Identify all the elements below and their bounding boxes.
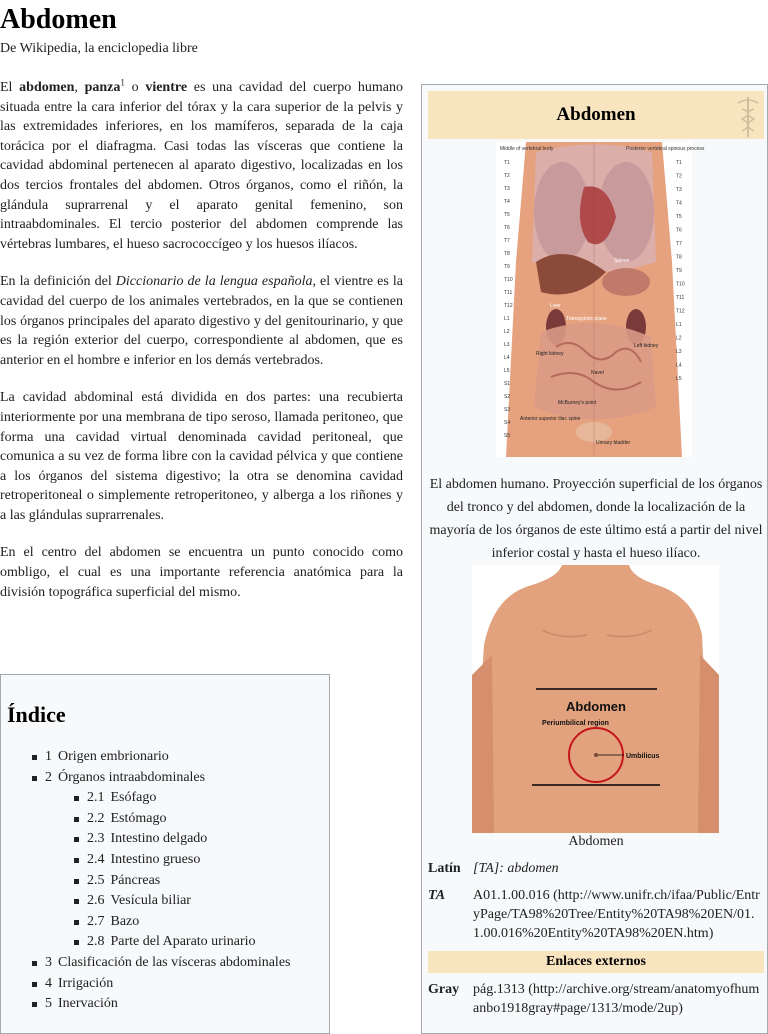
text-span: El — [0, 80, 20, 95]
vertebra-label-right: T2 — [676, 173, 682, 180]
toc-label: Vesícula biliar — [110, 893, 191, 909]
toc-subitem[interactable] — [7, 829, 323, 850]
vertebra-label-right: T9 — [676, 268, 682, 274]
toc-label: Intestino grueso — [110, 851, 201, 867]
ta-link[interactable]: A01.1.00.016 (http://www.unifr.ch/ifaa/Public/EntryPage/TA98%20Tree/Entity%20TA98%20EN/01.1.00.016%20Entity%20TA98%20EN.htm) — [473, 888, 760, 941]
label-umbilicus: Umbilicus — [626, 753, 660, 760]
label-periumbilical: Periumbilical region — [542, 720, 609, 727]
toc-item[interactable] — [7, 768, 323, 789]
row-label: Latín — [428, 861, 461, 876]
vertebra-label-right: T12 — [676, 308, 685, 315]
toc-label: Irrigación — [58, 975, 114, 991]
toc-label: Origen embrionario — [58, 749, 169, 764]
toc-number: 2.2 — [87, 810, 105, 826]
vertebra-label-left: L4 — [504, 355, 510, 361]
text-span: , el vientre es la cavidad del cuerpo de los animales vertebrados, en la que se contienen los órganos principales del aparato digestivo y del genitourinario, y que es la región exterior del cuerpo, correspondiente al abdomen, que es anterior en el hombre e inferior en los demás vertebrados. — [0, 274, 403, 368]
text-span: o — [124, 80, 146, 95]
label-navel: Navel — [591, 370, 604, 376]
toc-item[interactable] — [7, 994, 323, 1015]
vertebra-label-left: T5 — [504, 212, 510, 218]
vertebra-label-left: S5 — [504, 433, 511, 439]
text-span: es una cavidad del cuerpo humano situada entre la cara inferior del tórax y la cara superior de la pelvis y las extremidades inferiores, en los mamíferos, separada de la caja torácica por el diafragma. Casi todas las vísceras que contiene la cavidad abdominal pertenecen al aparato digestivo, localizadas en los dos tercios frontales del abdomen. Otros órganos, como el riñón, la glándula suprarrenal y el aparato genital femenino, son intraabdominales. El tercio posterior del abdomen comprende las vértebras lumbares, el hueso sacrococcígeo y los huesos ilíacos. — [0, 80, 404, 252]
toc-item[interactable] — [7, 953, 323, 974]
toc-label: Bazo — [110, 913, 140, 929]
right-arm — [472, 655, 494, 833]
paragraph-3: La cavidad abdominal está dividida en dos partes: una recubierta interiormente por una membrana de tipo seroso, llamada peritoneo, que forma una cavidad virtual denominada cavidad peritoneal, que comunica a su vez de forma libre con la cavidad pélvica y que contiene a los órganos del sistema digestivo; la otra se denomina cavidad retroperitoneal o simplemente retroperitoneo, y alberga a los riñones y a las glándulas suprarrenales. — [0, 390, 403, 523]
external-links-header: Enlaces externos — [428, 951, 764, 973]
vertebra-label-left: L1 — [504, 316, 510, 322]
umbilicus-dot — [594, 753, 598, 757]
table-of-contents — [0, 674, 330, 1034]
toc-label: Clasificación de las vísceras abdominales — [58, 954, 291, 970]
toc-number: 2.8 — [87, 934, 105, 950]
toc-number: 2.5 — [87, 872, 105, 888]
toc-number: 2.7 — [87, 913, 105, 929]
label-abdomen: Abdomen — [566, 699, 626, 714]
toc-number: 4 — [45, 975, 52, 991]
toc-label: Esófago — [110, 790, 157, 806]
label-vertebral-body: Middle of vertebral body — [500, 146, 554, 152]
toc-item[interactable] — [7, 974, 323, 995]
vertebra-label-left: T9 — [504, 264, 510, 270]
article-body — [0, 78, 403, 620]
left-arm — [698, 655, 719, 833]
toc-label: Inervación — [58, 996, 118, 1012]
vertebra-label-left: T11 — [504, 290, 513, 296]
text-span: En la definición del — [0, 274, 116, 290]
gray-link[interactable]: pág.1313 (http://archive.org/stream/anatomyofhumanbo1918gray#page/1313/mode/2up) — [473, 982, 760, 1016]
label-liver: Liver — [550, 303, 561, 309]
vertebra-label-right: T10 — [676, 281, 685, 288]
infobox — [421, 84, 768, 1034]
vertebra-label-right: T11 — [676, 295, 685, 301]
vertebra-label-left: T2 — [504, 173, 510, 179]
row-label: TA — [428, 888, 446, 903]
vertebra-label-left: L2 — [504, 329, 510, 335]
vertebra-label-right: T6 — [676, 227, 682, 234]
vertebra-label-right: L3 — [676, 349, 682, 355]
vertebra-label-left: S3 — [504, 407, 511, 413]
vertebra-label-right: T8 — [676, 254, 682, 261]
label-transpyloric: Transpyloric plane — [566, 316, 607, 322]
toc-title: Índice — [7, 702, 66, 727]
vertebra-label-right: L4 — [676, 362, 682, 369]
toc-subitem[interactable] — [7, 809, 323, 830]
vertebra-label-left: S2 — [504, 394, 511, 400]
toc-subitem[interactable] — [7, 932, 323, 953]
italic-dictionary-title: Diccionario de la lengua española — [115, 274, 313, 290]
caduceus-icon — [734, 95, 762, 139]
toc-label: Estómago — [110, 810, 167, 826]
bold-term-panza: panza — [84, 80, 121, 95]
page-subtitle: De Wikipedia, la enciclopedia libre — [0, 41, 198, 56]
toc-subitem[interactable] — [7, 912, 323, 933]
toc-number: 2.1 — [87, 790, 105, 806]
toc-number: 2.3 — [87, 831, 105, 847]
bold-term-abdomen: abdomen — [19, 80, 75, 95]
vertebra-label-left: T12 — [504, 303, 513, 309]
vertebra-label-right: T5 — [676, 214, 682, 220]
vertebra-label-left: S4 — [504, 420, 511, 426]
vertebra-label-left: L3 — [504, 342, 510, 348]
toc-number: 2 — [45, 769, 52, 785]
vertebra-label-right: T4 — [676, 200, 682, 207]
vertebra-label-left: T8 — [504, 251, 510, 257]
label-right-kidney: Right kidney — [536, 351, 564, 357]
bold-term-vientre: vientre — [145, 80, 188, 95]
toc-label: Parte del Aparato urinario — [110, 934, 256, 950]
row-label: Gray — [428, 982, 460, 997]
vertebra-label-right: L1 — [676, 322, 682, 328]
label-spinous-process: Posterior vertebral spinous process — [626, 146, 705, 152]
toc-label: Órganos intraabdominales — [58, 769, 206, 785]
label-iliac-spine: Anterior superior iliac spine — [520, 416, 581, 422]
vertebra-label-left: T1 — [504, 160, 510, 166]
stomach-shape — [602, 268, 650, 296]
image-caption-1: El abdomen humano. Proyección superficial de los órganos del tronco y del abdomen, donde la localización de la mayoría de los órganos de este último está a partir del nivel inferior costal y hasta el hueso ilíaco. — [429, 477, 763, 561]
vertebra-label-right: T7 — [676, 241, 682, 247]
toc-number: 3 — [45, 954, 52, 970]
label-bladder: Urinary bladder — [596, 440, 631, 446]
toc-item[interactable] — [7, 747, 323, 768]
toc-subitem[interactable] — [7, 850, 323, 871]
toc-number: 2.6 — [87, 893, 105, 909]
vertebra-label-left: T7 — [504, 238, 510, 244]
abdomen-body-image[interactable] — [472, 565, 719, 833]
toc-label: Intestino delgado — [110, 831, 208, 847]
vertebra-label-left: S1 — [504, 381, 511, 387]
vertebra-label-right: T3 — [676, 187, 682, 193]
footnote-ref[interactable]: 1 — [120, 77, 125, 88]
toc-number: 2.4 — [87, 851, 105, 867]
anatomy-organs-image[interactable] — [496, 142, 705, 457]
vertebra-label-right: T1 — [676, 160, 682, 166]
label-spleen: Spleen — [614, 258, 630, 264]
infobox-title — [428, 91, 764, 139]
label-mcburney: McBurney's point — [558, 400, 597, 406]
row-value: [TA]: abdomen — [473, 861, 559, 876]
vertebra-label-left: T6 — [504, 225, 510, 231]
vertebra-label-right: L2 — [676, 335, 682, 342]
infobox-title-text: Abdomen — [556, 104, 636, 125]
toc-list — [7, 747, 323, 1015]
toc-subitem[interactable] — [7, 871, 323, 892]
paragraph-1 — [0, 78, 403, 254]
toc-subitem[interactable] — [7, 891, 323, 912]
page-title: Abdomen — [0, 4, 117, 35]
image-caption-2: Abdomen — [568, 834, 624, 849]
vertebra-label-right: L5 — [676, 376, 682, 382]
toc-subitem[interactable] — [7, 788, 323, 809]
vertebra-label-left: L5 — [504, 368, 510, 374]
toc-number: 5 — [45, 996, 52, 1012]
toc-number: 1 — [45, 749, 52, 764]
vertebra-label-left: T3 — [504, 186, 510, 192]
toc-label: Páncreas — [110, 872, 161, 888]
vertebra-label-left: T4 — [504, 199, 510, 205]
vertebra-label-left: T10 — [504, 277, 513, 283]
label-left-kidney: Left kidney — [634, 343, 659, 349]
paragraph-4: En el centro del abdomen se encuentra un punto conocido como ombligo, el cual es una importante referencia anatómica para la división topográfica superficial del mismo. — [0, 545, 403, 600]
paragraph-2 — [0, 272, 403, 370]
text-span: , — [74, 80, 85, 95]
